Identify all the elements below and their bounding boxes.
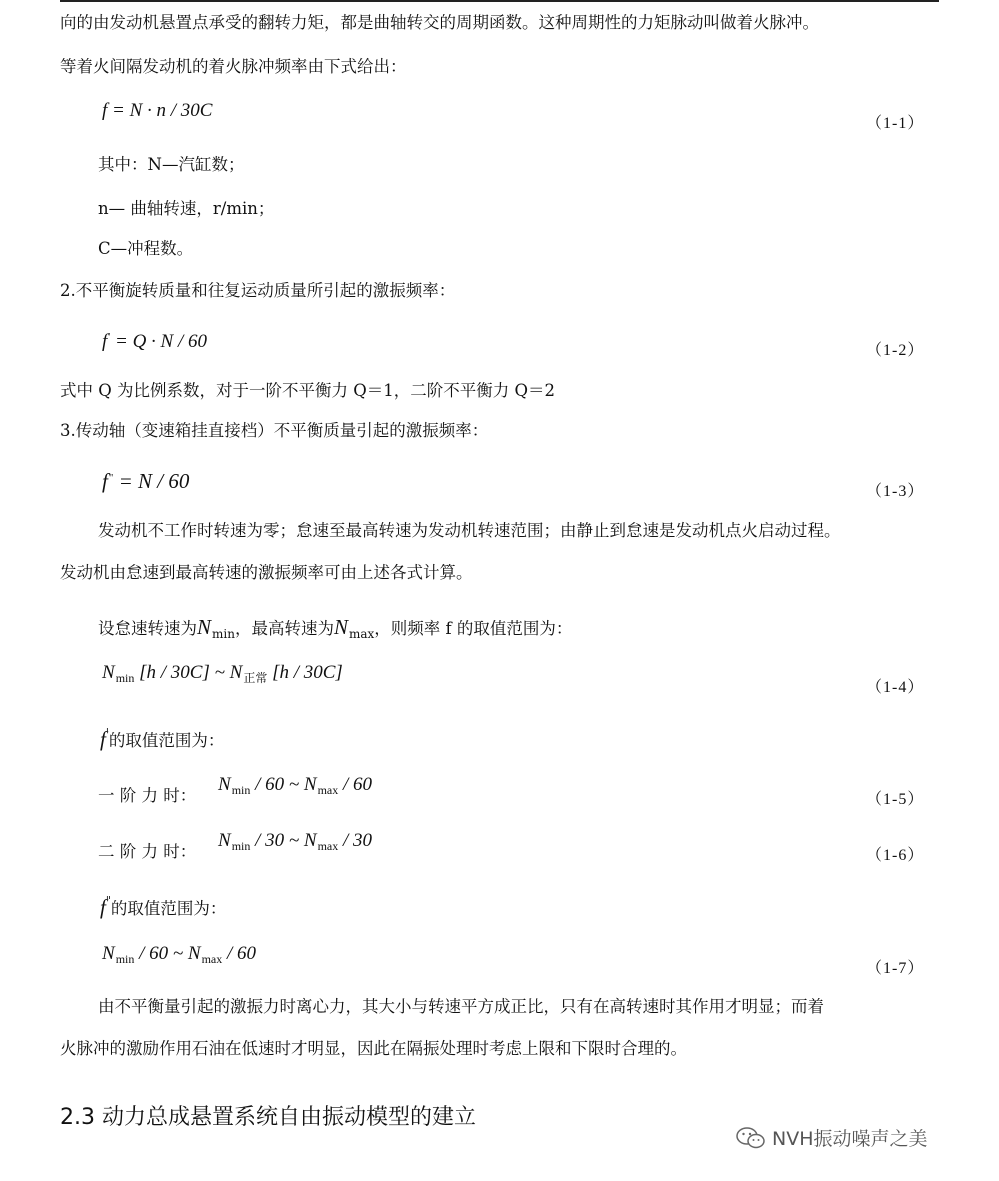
text-line: 其中：N—汽缸数； xyxy=(98,155,245,174)
text-line: 发动机由怠速到最高转速的激振频率可由上述各式计算。 xyxy=(60,563,473,582)
equation-number: （1-3） xyxy=(866,483,925,500)
equation-number: （1-4） xyxy=(866,679,925,696)
text-line: 2.不平衡旋转质量和往复运动质量所引起的激振频率： xyxy=(60,281,456,300)
text-line: 向的由发动机悬置点承受的翻转力矩，都是曲轴转交的周期函数。这种周期性的力矩脉动叫做着火脉冲。 xyxy=(60,13,819,32)
text-line: 发动机不工作时转速为零；怠速至最高转速为发动机转速范围；由静止到怠速是发动机点火启动过程。 xyxy=(98,521,841,540)
text-line: 等着火间隔发动机的着火脉冲频率由下式给出： xyxy=(60,57,407,76)
watermark-text: NVH振动噪声之美 xyxy=(772,1128,928,1150)
text-line: 式中 Q 为比例系数，对于一阶不平衡力 Q＝1，二阶不平衡力 Q＝2 xyxy=(60,381,556,400)
equation-number: （1-7） xyxy=(866,960,925,977)
formula-1-1: f = N · n / 30C xyxy=(102,100,213,121)
formula-1-2: f' = Q · N / 60 xyxy=(102,331,208,352)
top-rule xyxy=(60,0,939,2)
text-line: n— 曲轴转速，r/min； xyxy=(98,199,275,218)
formula-1-6: $N_{min} / 30$ ~ $N_{max} / 30$ xyxy=(218,830,373,853)
equation-number: （1-5） xyxy=(866,791,925,808)
formula-1-3: f" = N / 60 xyxy=(102,469,190,493)
equation-number: （1-6） xyxy=(866,847,925,864)
wechat-icon xyxy=(736,1127,766,1149)
text-line: f"的取值范围为： xyxy=(100,894,227,919)
text-line: C—冲程数。 xyxy=(98,239,194,258)
text-line: 设怠速转速为$N_{min}$，最高转速为$N_{max}$，则频率 f 的取值范围为： xyxy=(98,615,573,641)
text-line: 火脉冲的激励作用石油在低速时才明显，因此在隔振处理时考虑上限和下限时合理的。 xyxy=(60,1039,687,1058)
equation-number: （1-2） xyxy=(866,342,925,359)
equation-number: （1-1） xyxy=(866,115,925,132)
text-line: 3.传动轴（变速箱挂直接档）不平衡质量引起的激振频率： xyxy=(60,421,489,440)
formula-1-5: $N_{min} / 60$ ~ $N_{max} / 60$ xyxy=(218,774,373,797)
text-line: f'的取值范围为： xyxy=(100,726,225,751)
formula-1-7: $N_{min} / 60$ ~ $N_{max} / 60$ xyxy=(102,943,257,966)
section-heading: 2.3 动力总成悬置系统自由振动模型的建立 xyxy=(60,1105,476,1130)
text-line: 二 阶 力 时： xyxy=(98,842,197,861)
text-line: 由不平衡量引起的激振力时离心力，其大小与转速平方成正比，只有在高转速时其作用才明显；而着 xyxy=(98,997,824,1016)
watermark xyxy=(736,1124,928,1151)
formula-1-4: $N_{min}$ [h / 30C] ~ $N_{正常}$ [h / 30C] xyxy=(102,662,343,685)
text-line: 一 阶 力 时： xyxy=(98,786,197,805)
